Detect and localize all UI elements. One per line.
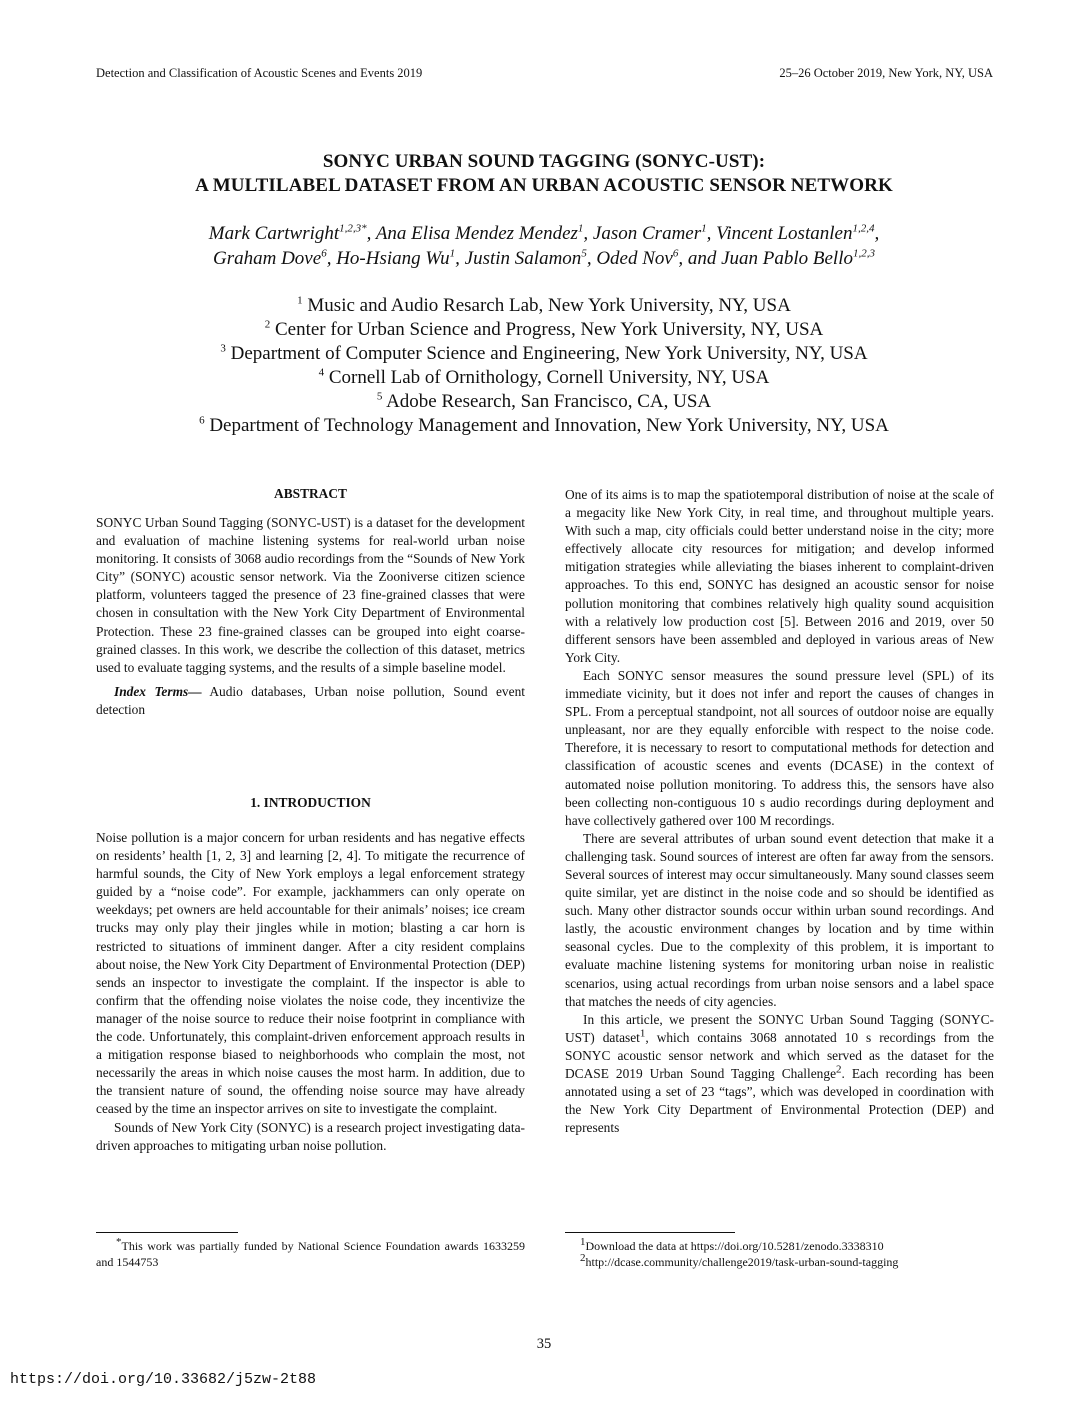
paragraph: Noise pollution is a major concern for urban residents and has negative effects on residents’ health [1, 2, 3] and learning [2, 4]. To mitigate the recurrence of harmful sounds, the City of New York employs a legal enforcement strategy guided by a “noise code”. For example, jackhammers can only operate on weekdays; pet owners are held accountable for their animals’ noises; ice cream trucks may only play their jingles while in motion; blasting a car horn is restricted to situations of imminent danger. After a city resident complains about noise, the New York City Department of Environmental Protection (DEP) sends an inspector to investigate the complaint. If the inspector is able to confirm that the offending noise violates the noise code, they incentivize the manager of the noise source to reduce their noise footprint in compliance with the code. Unfortunately, this complaint-driven enforcement approach results in a mitigation response biased to neighborhoods who complain the most, not necessarily the areas in which noise causes the most harm. In addition, due to the transient nature of sound, the offending noise source may have already ceased by the time an inspector arrives on site to investigate the complaint. bbox=[96, 830, 525, 1117]
paragraph: One of its aims is to map the spatiotemporal distribution of noise at the scale of a megacity like New York City, in real time, and throughout multiple years. With such a map, city officials could better understand noise in the city; more effectively allocate city resources for mitigation; and develop informed mitigation strategies while alleviating the biases inherent to complaint-driven approaches. To this end, SONYC has designed an acoustic sensor for noise pollution monitoring that combines relatively high quality sound acquisition with a relatively low production cost [5]. Between 2016 and 2019, over 50 different sensors have been assembled and deployed in various areas of New York City. bbox=[565, 487, 994, 665]
author-name: Ho-Hsiang Wu bbox=[336, 248, 450, 269]
affiliation bbox=[0, 342, 1088, 366]
paragraph bbox=[565, 1011, 994, 1138]
index-terms-label: Index Terms— bbox=[114, 683, 202, 699]
affiliation-text: Music and Audio Resarch Lab, New York University, NY, USA bbox=[307, 295, 791, 316]
running-header-right: 25–26 October 2019, New York, NY, USA bbox=[779, 66, 993, 80]
running-header-left: Detection and Classification of Acoustic Scenes and Events 2019 bbox=[96, 66, 423, 80]
introduction-body bbox=[96, 829, 525, 1155]
abstract-section bbox=[96, 514, 525, 719]
author-name: Vincent Lostanlen bbox=[716, 223, 853, 244]
paragraph-text: In this article, we present the SONYC Urban Sound Tagging (SONYC-UST) dataset bbox=[565, 1011, 994, 1045]
footnote-text: http://dcase.community/challenge2019/task-urban-sound-tagging bbox=[585, 1255, 899, 1269]
footnote-marker: 1 bbox=[639, 1027, 646, 1040]
author-affiliation-marker: 1,2,4 bbox=[852, 222, 875, 235]
affiliation-number: 3 bbox=[220, 342, 226, 355]
affiliation bbox=[0, 414, 1088, 438]
index-terms-text: Audio databases, Urban noise pollution, Sound event detection bbox=[96, 683, 525, 717]
author-affiliation-marker: 6 bbox=[672, 247, 679, 260]
footnote-text: This work was partially funded by National Science Foundation awards 1633259 and 1544753 bbox=[96, 1239, 525, 1269]
author-affiliation-marker: 1,2,3* bbox=[339, 222, 367, 235]
footnote bbox=[580, 1252, 899, 1271]
author-name: Mark Cartwright bbox=[208, 223, 340, 244]
paper-title-line-1: SONYC URBAN SOUND TAGGING (SONYC-UST): bbox=[322, 151, 766, 172]
affiliation-text: Cornell Lab of Ornithology, Cornell University, NY, USA bbox=[328, 367, 770, 388]
author-affiliation-marker: 1,2,3 bbox=[853, 247, 875, 260]
footnote-text: Download the data at https://doi.org/10.5281/zenodo.3338310 bbox=[585, 1239, 884, 1253]
footnote-divider bbox=[96, 1232, 238, 1233]
affiliation bbox=[0, 366, 1088, 390]
affiliation-text: Department of Technology Management and Innovation, New York University, NY, USA bbox=[209, 415, 889, 436]
abstract-body: SONYC Urban Sound Tagging (SONYC-UST) is a dataset for the development and evaluation of machine listening systems for real-world urban noise monitoring. It consists of 3068 audio recordings from the “Sounds of New York City” (SONYC) acoustic sensor network. Via the Zooniverse citizen science platform, volunteers tagged the presence of 23 fine-grained classes that were chosen in consultation with the New York City Department of Environmental Protection. These 23 fine-grained classes can be grouped into eight coarse-grained classes. In this work, we describe the collection of this dataset, metrics used to evaluate tagging systems, and the results of a simple baseline model. bbox=[96, 515, 525, 675]
author-affiliation-marker: 1 bbox=[449, 247, 456, 260]
doi-link[interactable]: https://doi.org/10.33682/j5zw-2t88 bbox=[10, 1371, 317, 1388]
paragraph: Each SONYC sensor measures the sound pressure level (SPL) of its immediate vicinity, but it does not infer and report the causes of changes in SPL. From a perceptual standpoint, not all sources of outdoor noise are equally unpleasant, nor are they equally enforcible with respect to the noise code. Therefore, it is necessary to resort to computational methods for detection and classification of acoustic scenes and events (DCASE) in the context of automated noise pollution monitoring. To address this, the sensors have also been collecting non-contiguous 10 s audio recordings during deployment and have collectively gathered over 100 M recordings. bbox=[565, 667, 994, 828]
index-terms bbox=[96, 683, 525, 719]
abstract-heading: ABSTRACT bbox=[274, 486, 347, 501]
page-number: 35 bbox=[536, 1336, 552, 1352]
affiliation-number: 6 bbox=[199, 414, 205, 427]
paper-title-line-2: A MULTILABEL DATASET FROM AN URBAN ACOUSTIC SENSOR NETWORK bbox=[195, 175, 893, 196]
author-name: Oded Nov bbox=[596, 248, 673, 269]
affiliation-number: 2 bbox=[264, 318, 271, 331]
affiliation-number: 1 bbox=[297, 294, 303, 307]
footnote-number: 1 bbox=[580, 1236, 586, 1248]
affiliation-text: Center for Urban Science and Progress, New York University, NY, USA bbox=[274, 319, 824, 340]
author-affiliation-marker: 1 bbox=[701, 222, 707, 235]
paragraph-text: , which contains 3068 annotated 10 s recordings from the SONYC acoustic sensor network and which served as the dataset for the DCASE 2019 Urban Sound Tagging Challenge bbox=[565, 1029, 995, 1081]
author-affiliation-marker: 5 bbox=[581, 247, 587, 260]
footnote-number: 2 bbox=[580, 1252, 586, 1264]
footnote bbox=[580, 1236, 884, 1255]
affiliation-number: 4 bbox=[318, 366, 325, 379]
paragraph-text: . Each recording has been annotated using a set of 23 “tags”, which was developed in coordination with the New York City Department of Environmental Protection (DEP) and represents bbox=[565, 1066, 994, 1136]
author-name: Justin Salamon bbox=[464, 248, 582, 269]
paragraph: Sounds of New York City (SONYC) is a research project investigating data-driven approaches to mitigating urban noise pollution. bbox=[96, 1119, 525, 1153]
author-name: Ana Elisa Mendez Mendez bbox=[375, 223, 578, 244]
author-name: Jason Cramer bbox=[592, 223, 702, 244]
author-affiliation-marker: 6 bbox=[321, 247, 327, 260]
footnote-marker: * bbox=[116, 1236, 122, 1248]
author-name: and Juan Pablo Bello bbox=[687, 248, 853, 269]
introduction-heading: 1. INTRODUCTION bbox=[250, 795, 371, 810]
paragraph: There are several attributes of urban sound event detection that make it a challenging task. Sound sources of interest are often far away from the sensors. Several sources of interest may occur simultaneously. Many sound classes seem quite similar, yet are distinct in the noise code and so should be identified as such. Many other distractor sounds occur within urban sound recordings. And lastly, the acoustic environment changes by location and by time within seasonal cycles. Due to the complexity of this problem, it is important to evaluate machine listening systems for monitoring urban noise in realistic scenarios, using actual recordings from urban noise sensors and a label space that matches the needs of city agencies. bbox=[565, 830, 994, 1009]
author-list-line-2: Graham Dove$^6$, Ho-Hsiang Wu$^1$, Justin Salamon$^5$, Oded Nov$^6$, and Juan Pablo Bello$^{1,2,3}$ bbox=[213, 247, 875, 269]
right-column bbox=[565, 486, 994, 1137]
footnote-marker: 2 bbox=[836, 1063, 842, 1076]
affiliation bbox=[0, 318, 1088, 342]
funding-footnote bbox=[96, 1236, 525, 1270]
footnote-divider bbox=[565, 1232, 735, 1233]
affiliation bbox=[0, 390, 1088, 414]
affiliation-text: Department of Computer Science and Engineering, New York University, NY, USA bbox=[230, 343, 868, 364]
affiliation-number: 5 bbox=[376, 390, 383, 403]
affiliation-text: Adobe Research, San Francisco, CA, USA bbox=[386, 391, 712, 412]
author-name: Graham Dove bbox=[213, 248, 322, 269]
affiliation bbox=[0, 294, 1088, 318]
author-affiliation-marker: 1 bbox=[577, 222, 584, 235]
author-list-line-1: Mark Cartwright$^{1,2,3*}$, Ana Elisa Mendez Mendez$^1$, Jason Cramer$^1$, Vincent Lostanlen$^{1,2,4}$, bbox=[208, 222, 880, 244]
